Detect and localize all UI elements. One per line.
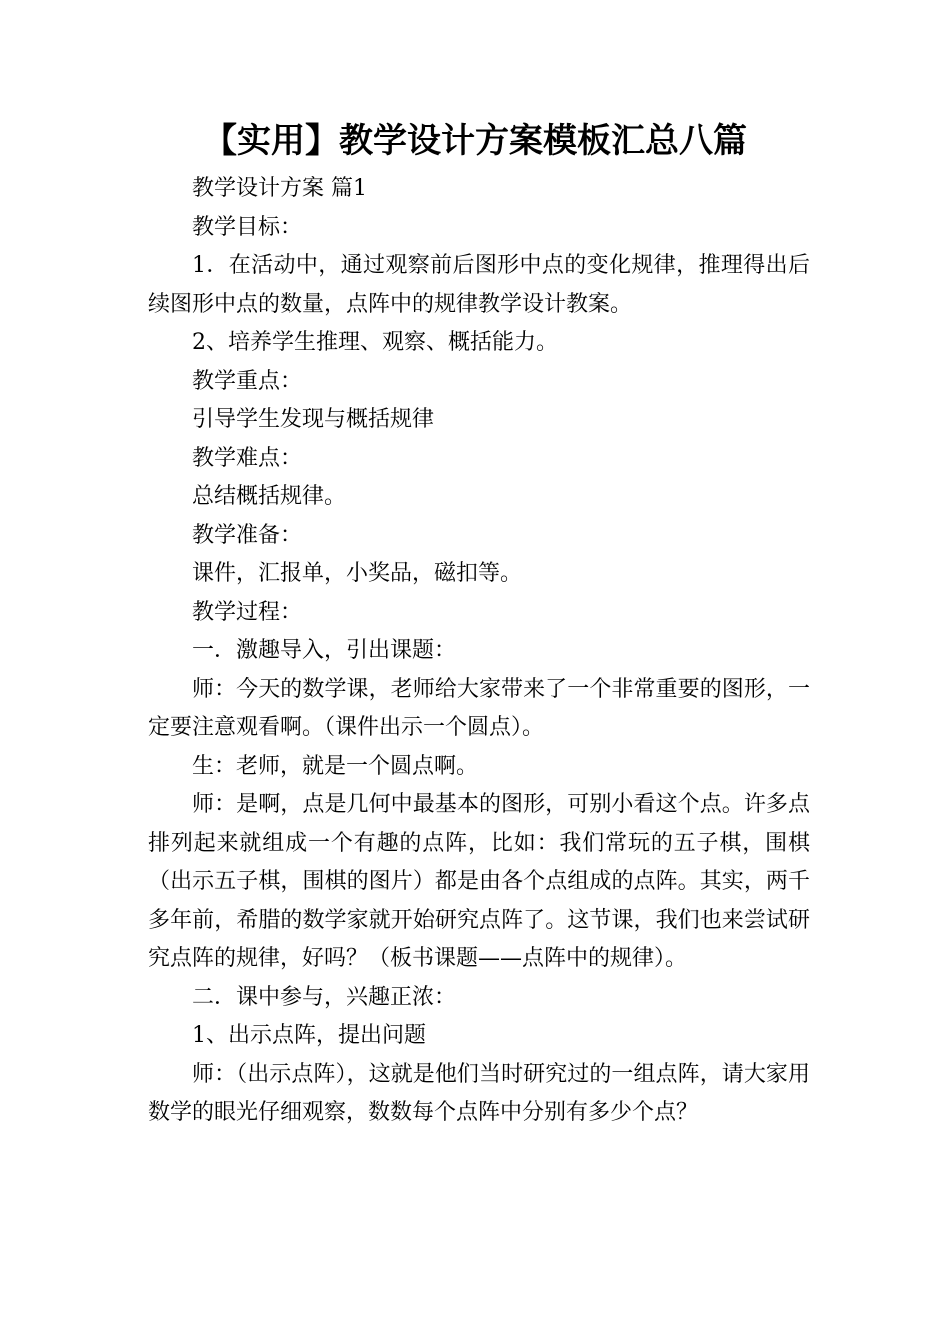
paragraph: 师：今天的数学课，老师给大家带来了一个非常重要的图形，一定要注意观看啊。（课件出示一个圆点）。 [148, 676, 810, 740]
paragraph: 一．激趣导入，引出课题： [192, 638, 457, 663]
section-heading: 教学设计方案 篇1 [192, 176, 367, 201]
paragraph: 教学难点： [192, 445, 303, 471]
paragraph: 课件，汇报单，小奖品，磁扣等。 [192, 561, 523, 586]
paragraph: 生：老师，就是一个圆点啊。 [192, 753, 479, 779]
paragraph: 总结概括规律。 [192, 484, 347, 509]
paragraph: 师：是啊，点是几何中最基本的图形，可别小看这个点。许多点排列起来就组成一个有趣的点阵，比如：我们常玩的五子棋，围棋（出示五子棋，围棋的图片）都是由各个点组成的点阵。其实，两千多年前，希腊的数学家就开始研究点阵了。这节课，我们也来尝试研究点阵的规律，好吗？（板书课题——点阵中的规律）。 [148, 792, 810, 971]
paragraph: 2、培养学生推理、观察、概括能力。 [192, 330, 558, 355]
paragraph: 教学准备： [192, 522, 303, 548]
paragraph: 师：（出示点阵），这就是他们当时研究过的一组点阵，请大家用数学的眼光仔细观察，数数每个点阵中分别有多少个点？ [148, 1061, 810, 1125]
paragraph: 教学重点： [192, 368, 303, 394]
paragraph: 二．课中参与，兴趣正浓： [192, 984, 457, 1010]
paragraph: 教学过程： [192, 599, 303, 625]
paragraph: 教学目标： [192, 214, 303, 240]
document-title: 【实用】教学设计方案模板汇总八篇 [203, 121, 747, 161]
paragraph: 1、出示点阵，提出问题 [192, 1023, 426, 1048]
document-body [148, 170, 810, 1133]
paragraph: 1．在活动中，通过观察前后图形中点的变化规律，推理得出后续图形中点的数量，点阵中的规律教学设计教案。 [148, 253, 810, 317]
paragraph: 引导学生发现与概括规律 [192, 407, 435, 432]
